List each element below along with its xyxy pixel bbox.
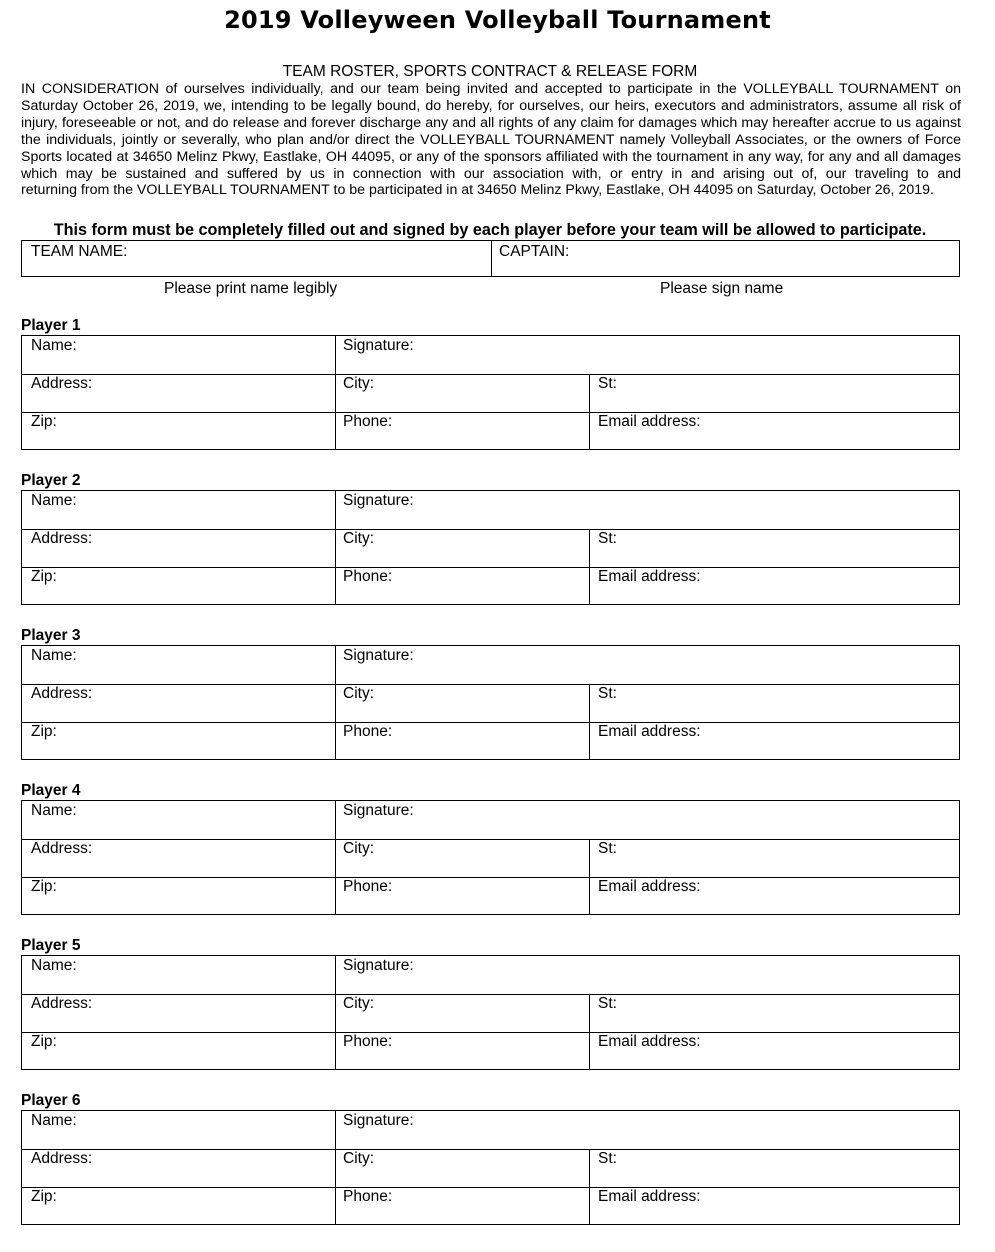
player-2-box: [21, 490, 960, 605]
player-1-signature-field[interactable]: Signature:: [343, 337, 414, 354]
column-divider: [335, 336, 336, 449]
row-divider: [22, 1032, 959, 1033]
team-name-field[interactable]: TEAM NAME:: [31, 243, 128, 260]
row-divider: [22, 1149, 959, 1150]
player-2-email-field[interactable]: Email address:: [598, 568, 701, 585]
player-3-phone-field[interactable]: Phone:: [343, 723, 393, 740]
form-title: 2019 Volleyween Volleyball Tournament: [224, 6, 771, 34]
player-4-city-field[interactable]: City:: [343, 840, 374, 857]
player-4-box: [21, 800, 960, 915]
column-divider: [589, 839, 590, 914]
player-3-email-field[interactable]: Email address:: [598, 723, 701, 740]
player-1-phone-field[interactable]: Phone:: [343, 413, 393, 430]
player-5-state-field[interactable]: St:: [598, 995, 617, 1012]
player-3-zip-field[interactable]: Zip:: [31, 723, 57, 740]
player-1-address-field[interactable]: Address:: [31, 375, 93, 392]
player-4-signature-field[interactable]: Signature:: [343, 802, 414, 819]
player-2-state-field[interactable]: St:: [598, 530, 617, 547]
player-1-label: Player 1: [21, 317, 81, 334]
player-2-phone-field[interactable]: Phone:: [343, 568, 393, 585]
player-5-city-field[interactable]: City:: [343, 995, 374, 1012]
row-divider: [22, 567, 959, 568]
player-6-box: [21, 1110, 960, 1225]
release-paragraph: IN CONSIDERATION of ourselves individually, and our team being invited and accepted to participate in the VOLLEYBALL TOURNAMENT on Saturday October 26, 2019, we, intending to be legally bound, do hereby, for ourselves, our heirs, executors and administrators, assume all risk of injury, foreseeable or not, and do release and forever discharge any and all rights of any claim for damages which may hereafter accrue to us against the individuals, jointly or severally, who plan and/or direct the VOLLEYBALL TOURNAMENT namely Volleyball Associates, or the owners of Force Sports located at 34650 Melinz Pkwy, Eastlake, OH 44095, or any of the sponsors affiliated with the tournament in any way, for any and all damages which may be sustained and suffered by us in connection with our association with, or entry in and arising out of, our traveling to and: [21, 81, 961, 182]
player-2-name-field[interactable]: Name:: [31, 492, 77, 509]
player-4-name-field[interactable]: Name:: [31, 802, 77, 819]
player-4-state-field[interactable]: St:: [598, 840, 617, 857]
completion-notice: This form must be completely filled out and signed by each player before your team will be allowed to participate.: [53, 221, 927, 239]
player-6-state-field[interactable]: St:: [598, 1150, 617, 1167]
player-2-city-field[interactable]: City:: [343, 530, 374, 547]
column-divider: [335, 646, 336, 759]
player-2-label: Player 2: [21, 472, 81, 489]
row-divider: [22, 412, 959, 413]
player-6-email-field[interactable]: Email address:: [598, 1188, 701, 1205]
row-divider: [22, 994, 959, 995]
player-5-label: Player 5: [21, 937, 81, 954]
column-divider: [589, 684, 590, 759]
row-divider: [22, 722, 959, 723]
player-5-signature-field[interactable]: Signature:: [343, 957, 414, 974]
player-5-email-field[interactable]: Email address:: [598, 1033, 701, 1050]
player-1-name-field[interactable]: Name:: [31, 337, 77, 354]
row-divider: [22, 1187, 959, 1188]
player-6-zip-field[interactable]: Zip:: [31, 1188, 57, 1205]
player-2-zip-field[interactable]: Zip:: [31, 568, 57, 585]
player-5-box: [21, 955, 960, 1070]
row-divider: [22, 877, 959, 878]
player-4-label: Player 4: [21, 782, 81, 799]
player-6-city-field[interactable]: City:: [343, 1150, 374, 1167]
player-5-zip-field[interactable]: Zip:: [31, 1033, 57, 1050]
release-paragraph-last-line: returning from the VOLLEYBALL TOURNAMENT to be participated in at 34650 Melinz Pkwy, Eastlake, OH 44095 on Saturday, October 26, 2019.: [21, 182, 934, 198]
team-box-divider: [491, 241, 492, 276]
print-name-hint: Please print name legibly: [164, 280, 338, 297]
player-4-zip-field[interactable]: Zip:: [31, 878, 57, 895]
player-1-box: [21, 335, 960, 450]
player-3-name-field[interactable]: Name:: [31, 647, 77, 664]
player-1-zip-field[interactable]: Zip:: [31, 413, 57, 430]
player-3-city-field[interactable]: City:: [343, 685, 374, 702]
column-divider: [335, 1111, 336, 1224]
player-6-phone-field[interactable]: Phone:: [343, 1188, 393, 1205]
player-3-address-field[interactable]: Address:: [31, 685, 93, 702]
player-4-email-field[interactable]: Email address:: [598, 878, 701, 895]
player-6-signature-field[interactable]: Signature:: [343, 1112, 414, 1129]
player-5-phone-field[interactable]: Phone:: [343, 1033, 393, 1050]
row-divider: [22, 374, 959, 375]
player-2-signature-field[interactable]: Signature:: [343, 492, 414, 509]
player-1-email-field[interactable]: Email address:: [598, 413, 701, 430]
row-divider: [22, 684, 959, 685]
player-2-address-field[interactable]: Address:: [31, 530, 93, 547]
sign-name-hint: Please sign name: [660, 280, 784, 297]
player-3-label: Player 3: [21, 627, 81, 644]
column-divider: [335, 801, 336, 914]
column-divider: [589, 374, 590, 449]
player-1-city-field[interactable]: City:: [343, 375, 374, 392]
player-1-state-field[interactable]: St:: [598, 375, 617, 392]
row-divider: [22, 529, 959, 530]
player-4-address-field[interactable]: Address:: [31, 840, 93, 857]
player-6-label: Player 6: [21, 1092, 81, 1109]
player-5-address-field[interactable]: Address:: [31, 995, 93, 1012]
column-divider: [335, 491, 336, 604]
player-6-name-field[interactable]: Name:: [31, 1112, 77, 1129]
row-divider: [22, 839, 959, 840]
team-info-box: [21, 240, 960, 277]
captain-field[interactable]: CAPTAIN:: [499, 243, 570, 260]
column-divider: [335, 956, 336, 1069]
player-3-signature-field[interactable]: Signature:: [343, 647, 414, 664]
player-3-box: [21, 645, 960, 760]
player-3-state-field[interactable]: St:: [598, 685, 617, 702]
player-6-address-field[interactable]: Address:: [31, 1150, 93, 1167]
column-divider: [589, 529, 590, 604]
player-4-phone-field[interactable]: Phone:: [343, 878, 393, 895]
column-divider: [589, 994, 590, 1069]
form-subtitle: TEAM ROSTER, SPORTS CONTRACT & RELEASE FORM: [282, 63, 698, 80]
column-divider: [589, 1149, 590, 1224]
player-5-name-field[interactable]: Name:: [31, 957, 77, 974]
